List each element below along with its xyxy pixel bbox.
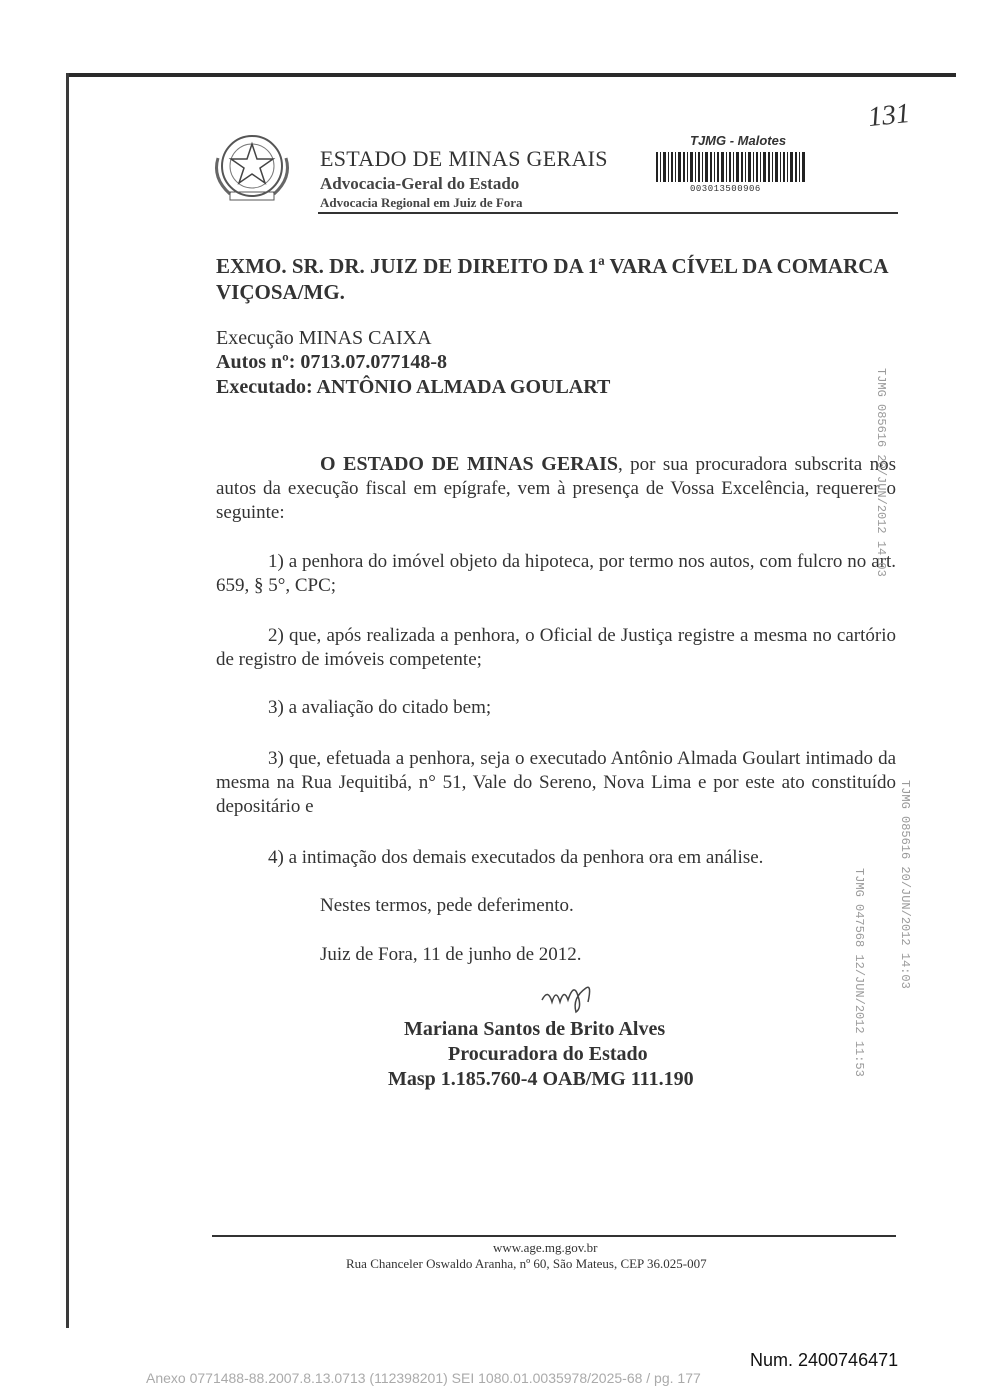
protocol-stamp: TJMG 085616 20/JUN/2012 14:03 xyxy=(898,780,912,989)
signer-role: Procuradora do Estado xyxy=(448,1043,648,1065)
item-3a xyxy=(216,696,896,720)
item-2-text: 2) que, após realizada a penhora, o Oficial de Justiça registre a mesma no cartório de registro de imóveis competente; xyxy=(216,625,896,670)
header-divider xyxy=(318,212,898,214)
item-3b xyxy=(216,747,896,819)
footer-divider xyxy=(212,1235,896,1237)
org-subtitle: Advocacia-Geral do Estado xyxy=(320,174,520,193)
coat-of-arms-seal-icon xyxy=(208,128,296,208)
addressee: EXMO. SR. DR. JUIZ DE DIREITO DA 1ª VARA CÍVEL DA COMARCA VIÇOSA/MG. xyxy=(216,254,888,304)
handwritten-signature-icon xyxy=(538,978,598,1018)
org-regional: Advocacia Regional em Juiz de Fora xyxy=(320,195,523,210)
intro-rest: , por sua procuradora subscrita nos autos da execução fiscal em epígrafe, vem à presença de Vossa Excelência, requerer o seguinte: xyxy=(216,454,896,523)
item-2 xyxy=(216,624,896,672)
place-date: Juiz de Fora, 11 de junho de 2012. xyxy=(320,944,582,965)
item-3b-text: 3) que, efetuada a penhora, seja o executado Antônio Almada Goulart intimado da mesma na Rua Jequitibá, n° 51, Vale do Sereno, Nova Lima e por este ato constituído depositário e xyxy=(216,748,896,817)
case-executado: Executado: ANTÔNIO ALMADA GOULART xyxy=(216,376,611,398)
item-4 xyxy=(216,846,896,870)
item-3a-text: 3) a avaliação do citado bem; xyxy=(268,697,492,718)
barcode-icon xyxy=(656,152,806,182)
scan-edge-left xyxy=(66,73,69,1328)
item-4-text: 4) a intimação dos demais executados da penhora ora em análise. xyxy=(268,847,764,868)
footer-url: www.age.mg.gov.br xyxy=(493,1240,598,1255)
closing-text: Nestes termos, pede deferimento. xyxy=(320,895,574,916)
item-1 xyxy=(216,550,896,598)
annex-reference: Anexo 0771488-88.2007.8.13.0713 (112398201) SEI 1080.01.0035978/2025-68 / pg. 177 xyxy=(146,1370,701,1386)
handwritten-page-number: 131 xyxy=(866,97,912,134)
signer-ids: Masp 1.185.760-4 OAB/MG 111.190 xyxy=(388,1068,694,1090)
case-autos: Autos nº: 0713.07.077148-8 xyxy=(216,351,448,373)
intro-paragraph xyxy=(216,452,896,525)
intro-bold: O ESTADO DE MINAS GERAIS xyxy=(320,453,618,475)
footer-address: Rua Chanceler Oswaldo Aranha, nº 60, São Mateus, CEP 36.025-007 xyxy=(346,1256,707,1271)
barcode-number: 003013500906 xyxy=(690,184,761,194)
barcode-title: TJMG - Malotes xyxy=(690,133,787,148)
case-execucao: Execução MINAS CAIXA xyxy=(216,327,432,349)
signer-name: Mariana Santos de Brito Alves xyxy=(404,1018,666,1040)
protocol-stamp: TJMG 085616 20/JUN/2012 14:03 xyxy=(874,368,888,577)
org-title: ESTADO DE MINAS GERAIS xyxy=(320,146,608,171)
protocol-stamp: TJMG 047568 12/JUN/2012 11:53 xyxy=(852,868,866,1077)
document-number: Num. 2400746471 xyxy=(750,1350,899,1370)
scan-edge-top xyxy=(66,73,956,77)
item-1-text: 1) a penhora do imóvel objeto da hipoteca, por termo nos autos, com fulcro no art. 659, § 5°, CPC; xyxy=(216,551,896,596)
